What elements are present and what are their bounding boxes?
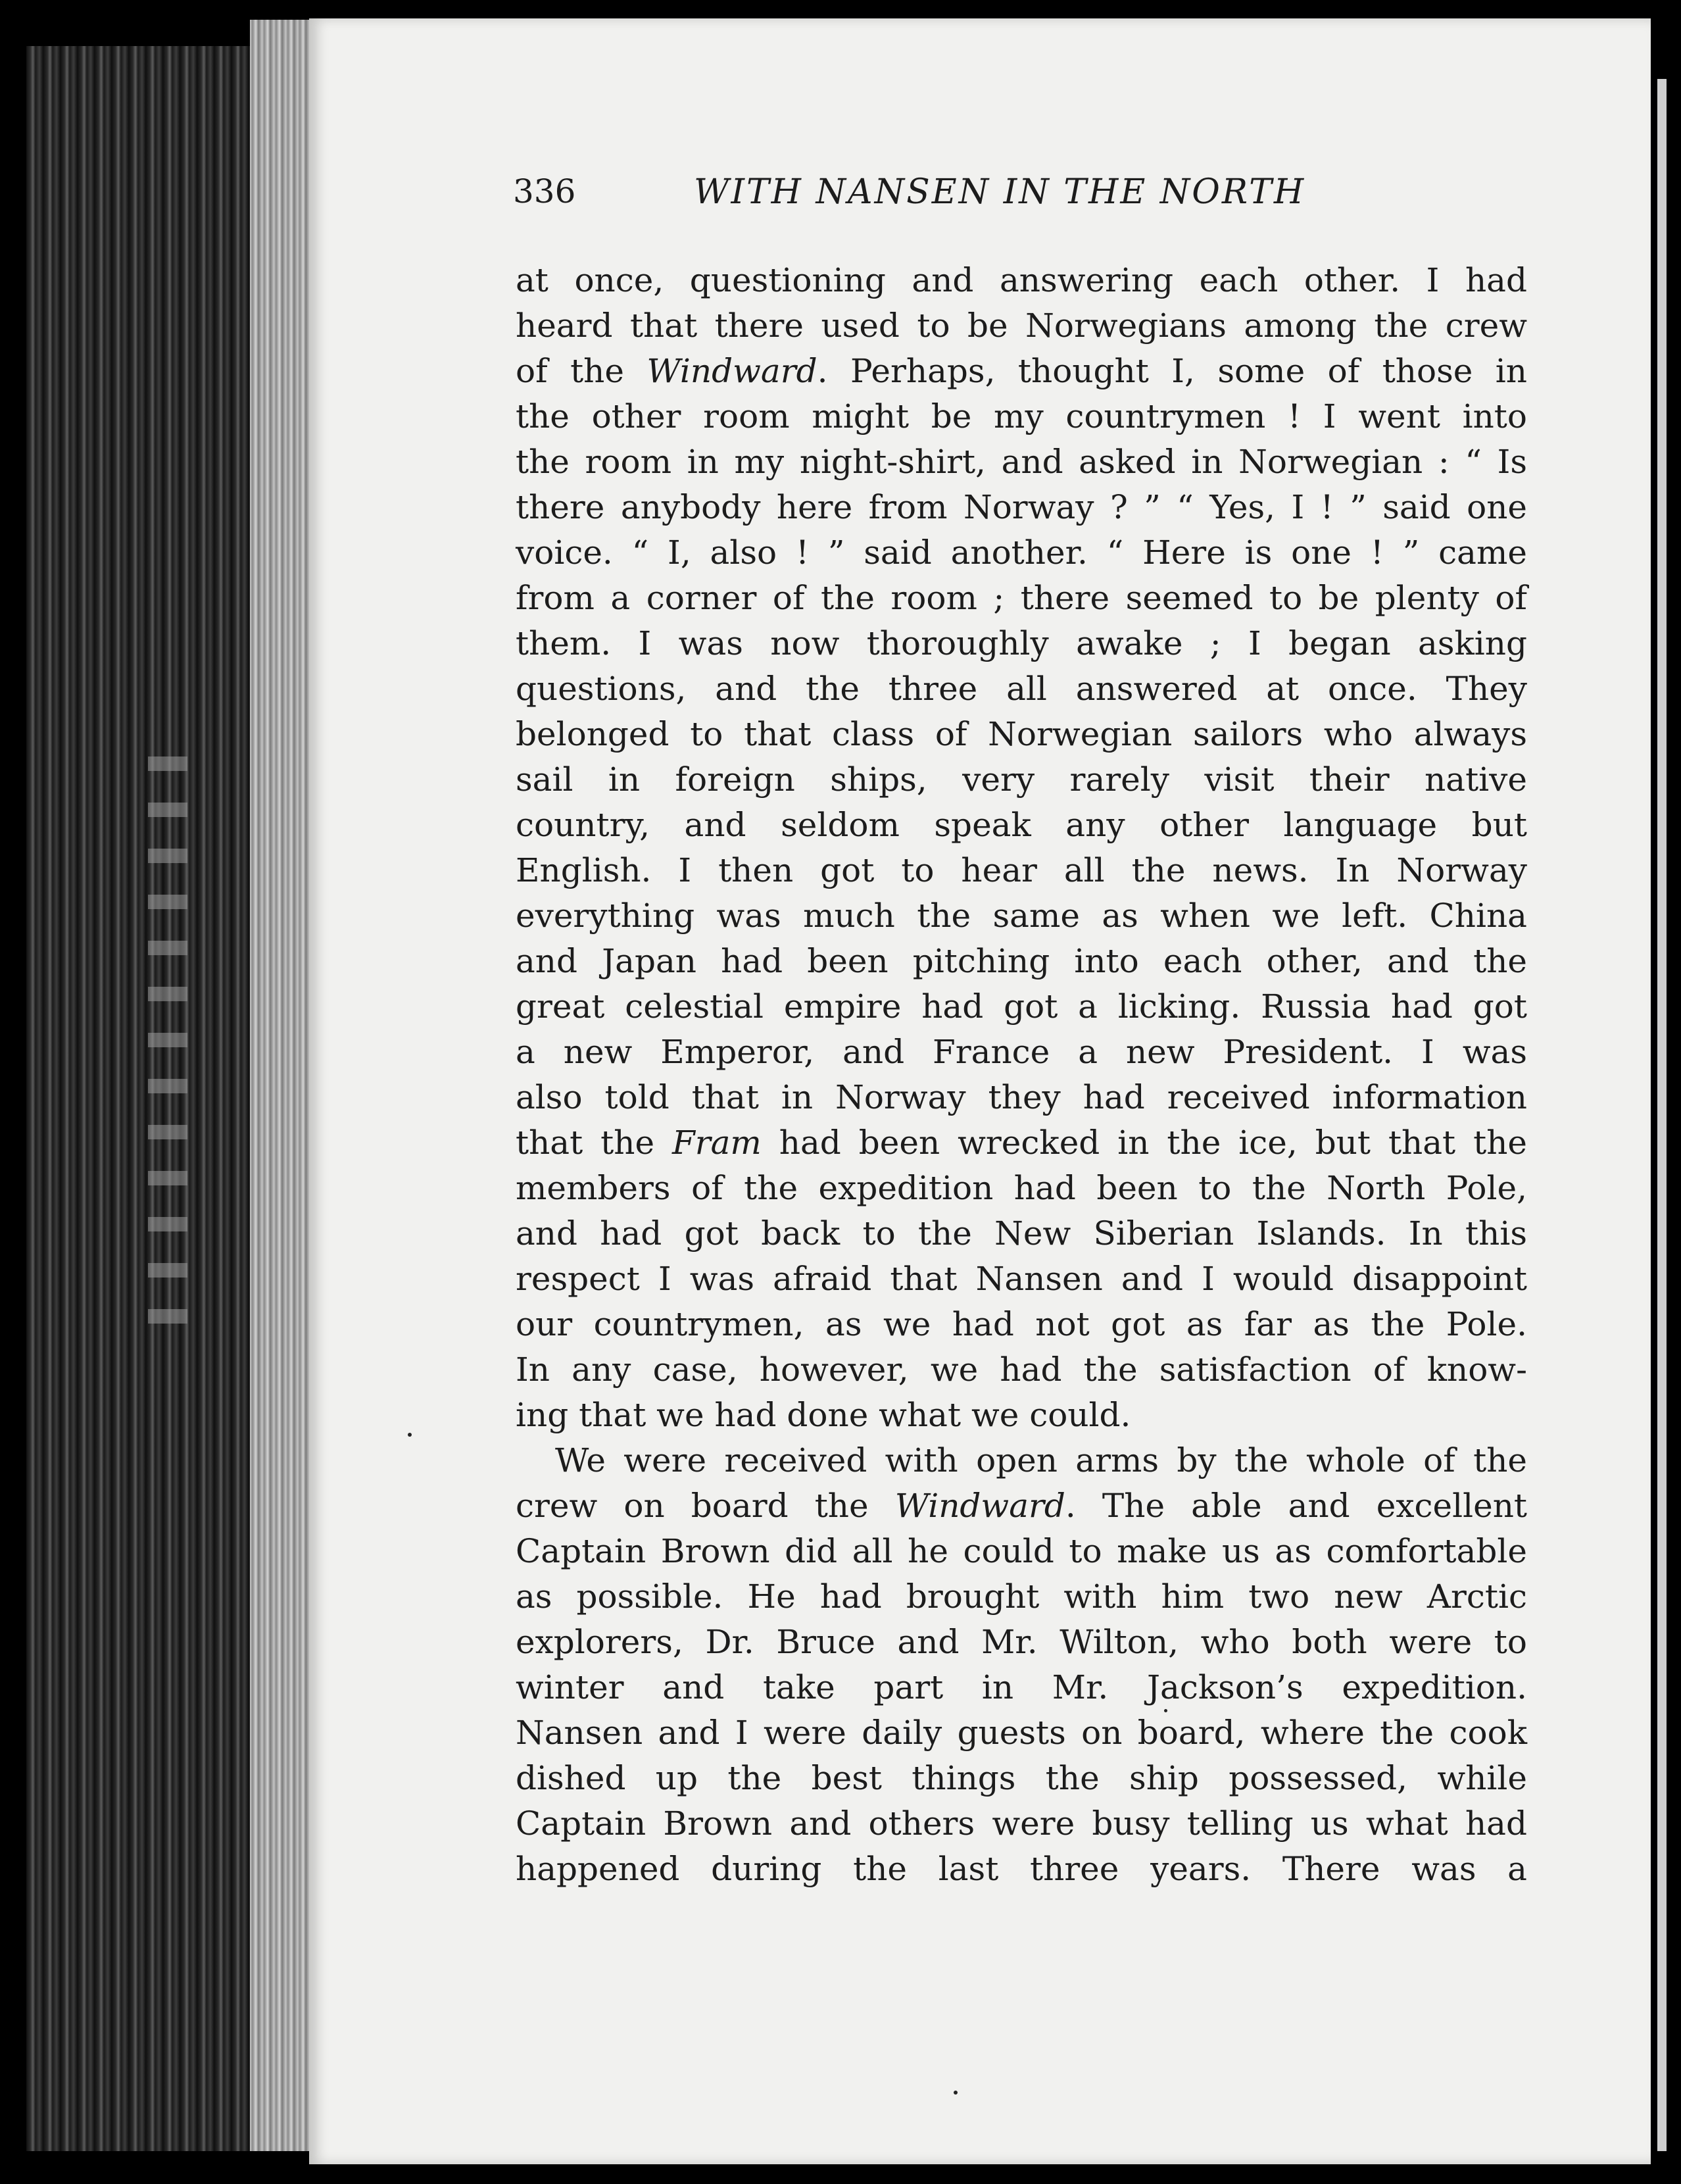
text-line: and Japan had been pitching into each other, and the xyxy=(516,942,1527,980)
next-page-sliver xyxy=(1657,79,1667,2151)
text-line: ing that we had done what we could. xyxy=(516,1396,1131,1434)
text-line: belonged to that class of Norwegian sailors who always xyxy=(516,715,1527,753)
text-line: English. I then got to hear all the news. In Norway xyxy=(516,851,1527,889)
text-line: Captain Brown and others were busy telling us what had xyxy=(516,1804,1527,1843)
text-line: great celestial empire had got a licking. Russia had got xyxy=(516,987,1527,1026)
ink-speck xyxy=(408,1433,412,1437)
page-number: 336 xyxy=(513,172,576,211)
text-line: dished up the best things the ship possessed, while xyxy=(516,1759,1527,1797)
text-line: We were received with open arms by the whole of the xyxy=(555,1441,1527,1479)
text-line: also told that in Norway they had received information xyxy=(516,1078,1527,1116)
text-line: sail in foreign ships, very rarely visit their native xyxy=(516,760,1527,799)
text-line: members of the expedition had been to the North Pole, xyxy=(516,1169,1527,1207)
text-line: voice. “ I, also ! ” said another. “ Here is one ! ” came xyxy=(516,534,1527,572)
text-line: respect I was afraid that Nansen and I would disappoint xyxy=(516,1260,1527,1298)
text-line: the other room might be my countrymen ! I went into xyxy=(516,397,1527,435)
text-line: from a corner of the room ; there seemed to be plenty of xyxy=(516,579,1527,617)
text-line: as possible. He had brought with him two new Arctic xyxy=(516,1577,1527,1616)
running-head: WITH NANSEN IN THE NORTH xyxy=(694,172,1306,212)
body-text xyxy=(516,258,1527,1892)
text-line: everything was much the same as when we left. China xyxy=(516,897,1527,935)
text-line: there anybody here from Norway ? ” “ Yes, I ! ” said one xyxy=(516,488,1527,526)
page-header xyxy=(513,172,1368,225)
text-line: happened during the last three years. There was a xyxy=(516,1850,1527,1888)
text-line: country, and seldom speak any other language but xyxy=(516,806,1527,844)
text-line: the room in my night-shirt, and asked in Norwegian : “ Is xyxy=(516,443,1527,481)
text-line: Nansen and I were daily guests on board, where the cook xyxy=(516,1714,1527,1752)
text-line: a new Emperor, and France a new President. I was xyxy=(516,1033,1527,1071)
text-line: our countrymen, as we had not got as far as the Pole. xyxy=(516,1305,1527,1343)
text-line: and had got back to the New Siberian Islands. In this xyxy=(516,1214,1527,1253)
text-line: that the Fram had been wrecked in the ice, but that the xyxy=(516,1124,1527,1162)
text-line: heard that there used to be Norwegians among the crew xyxy=(516,307,1527,345)
text-line: In any case, however, we had the satisfaction of know- xyxy=(516,1351,1527,1389)
text-line: them. I was now thoroughly awake ; I began asking xyxy=(516,624,1527,662)
page-edge-highlight xyxy=(250,20,316,2151)
text-line: of the Windward. Perhaps, thought I, some of those in xyxy=(516,352,1527,390)
text-line: explorers, Dr. Bruce and Mr. Wilton, who both were to xyxy=(516,1623,1527,1661)
text-line: winter and take part in Mr. Jackson’s expedition. xyxy=(516,1668,1527,1706)
page-edge-marking xyxy=(148,757,187,1349)
text-line: crew on board the Windward. The able and excellent xyxy=(516,1487,1527,1525)
text-line: at once, questioning and answering each other. I had xyxy=(516,261,1527,299)
text-line: Captain Brown did all he could to make us as comfortable xyxy=(516,1532,1527,1570)
text-line: questions, and the three all answered at once. They xyxy=(516,670,1527,708)
ink-speck xyxy=(954,2091,958,2095)
